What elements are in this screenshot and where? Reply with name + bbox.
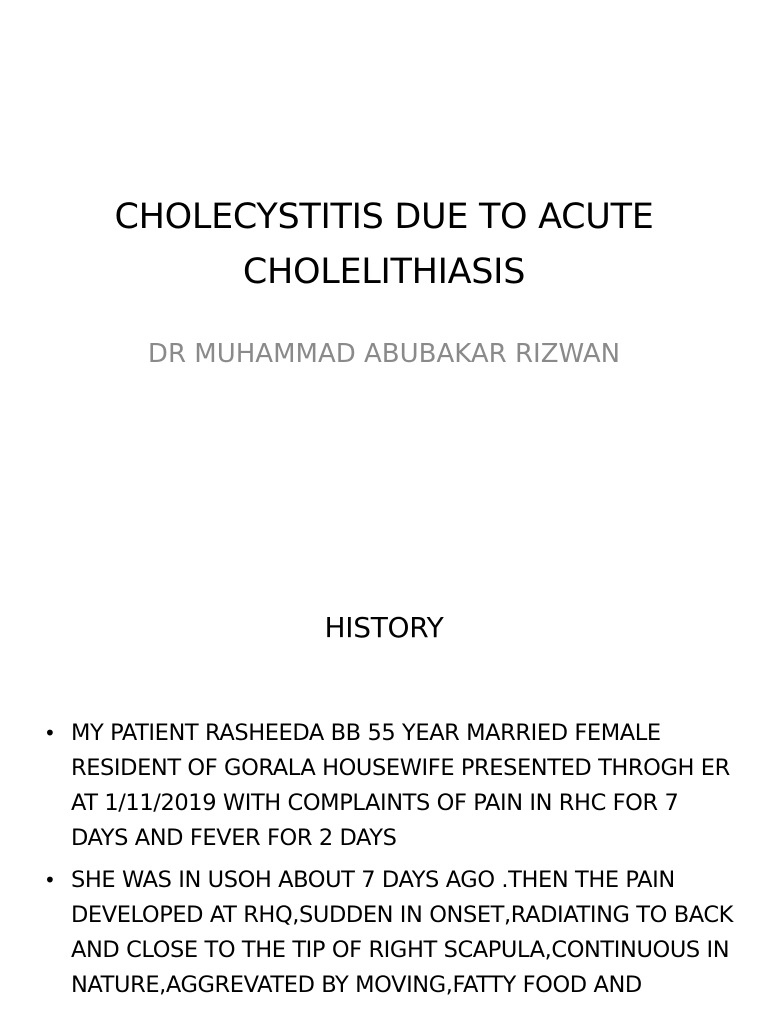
bullet-item	[44, 716, 734, 856]
slide-subtitle: DR MUHAMMAD ABUBAKAR RIZWAN	[147, 339, 621, 369]
bullet-list	[44, 716, 734, 1010]
title-line-1: CHOLECYSTITIS DUE TO ACUTE	[114, 197, 654, 237]
bullet-item	[44, 863, 734, 1003]
bullet-icon: •	[44, 721, 56, 745]
bullet-text: MY PATIENT RASHEEDA BB 55 YEAR MARRIED FEMALE RESIDENT OF GORALA HOUSEWIFE PRESENTED THROGH ER AT 1/11/2019 WITH COMPLAINTS OF PAIN IN RHC FOR 7 DAYS AND FEVER FOR 2 DAYS	[71, 720, 730, 851]
slide-title	[60, 190, 708, 300]
bullet-icon: •	[44, 868, 56, 892]
bullet-text: SHE WAS IN USOH ABOUT 7 DAYS AGO .THEN THE PAIN DEVELOPED AT RHQ,SUDDEN IN ONSET,RADIATING TO BACK AND CLOSE TO THE TIP OF RIGHT SCAPULA,CONTINUOUS IN NATURE,AGGREVATED BY MOVING,FATTY FOOD AND	[71, 867, 733, 998]
title-line-2: CHOLELITHIASIS	[242, 252, 526, 292]
history-slide	[0, 576, 768, 1024]
history-title: HISTORY	[324, 611, 444, 644]
